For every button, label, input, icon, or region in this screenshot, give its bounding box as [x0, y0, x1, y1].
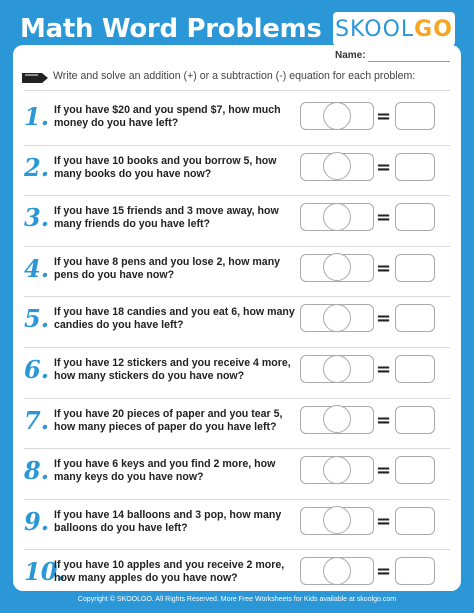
problem-text: If you have 18 candies and you eat 6, how many candies do you have left?: [54, 306, 295, 332]
problem-text: If you have 10 apples and you receive 2 more, how many apples do you have now?: [54, 559, 285, 585]
equation-box[interactable]: [300, 153, 374, 181]
problem-number: 2.: [24, 152, 50, 182]
row-divider: [24, 549, 450, 550]
problem-text: If you have $20 and you spend $7, how much money do you have left?: [54, 104, 281, 129]
equation-box[interactable]: [300, 355, 374, 383]
answer-box[interactable]: [395, 507, 435, 535]
equals-sign: =: [376, 207, 392, 229]
problem-number: 9.: [24, 506, 50, 536]
problem-row: [0, 555, 474, 595]
name-label: Name:: [335, 50, 366, 61]
row-divider: [24, 195, 450, 196]
problem-row: [0, 302, 474, 342]
problem-row: [0, 151, 474, 191]
row-divider: [24, 398, 450, 399]
equation-box[interactable]: [300, 254, 374, 282]
equals-sign: =: [376, 106, 392, 127]
equals-sign: =: [376, 156, 392, 178]
problem-text: If you have 12 stickers and you receive 4 more, how many stickers do you have now?: [54, 357, 291, 382]
equals-sign: =: [376, 359, 392, 380]
row-divider: [24, 145, 450, 146]
answer-box[interactable]: [395, 153, 435, 181]
arrow-icon: [22, 73, 48, 83]
equals-sign: =: [376, 257, 392, 279]
row-divider: [24, 347, 450, 348]
footer-copyright: Copyright © SKOOLGO. All Rights Reserved. More Free Worksheets for Kids available at skoolgo.com: [77, 596, 397, 603]
problem-row: [0, 252, 474, 292]
problem-number: 7.: [24, 405, 50, 435]
equals-sign: =: [376, 409, 392, 431]
row-divider: [24, 499, 450, 500]
answer-box[interactable]: [395, 254, 435, 282]
problem-number: 3.: [24, 203, 50, 233]
answer-box[interactable]: [395, 102, 435, 130]
operator-circle[interactable]: [323, 355, 351, 383]
row-divider: [24, 246, 450, 247]
problem-text: If you have 20 pieces of paper and you tear 5, how many pieces of paper do you have left?: [54, 407, 283, 433]
problem-text: If you have 14 balloons and 3 pop, how many balloons do you have left?: [54, 508, 282, 534]
equation-box[interactable]: [300, 406, 374, 434]
equals-sign: =: [376, 510, 392, 532]
problem-row: [0, 201, 474, 241]
answer-box[interactable]: [395, 304, 435, 332]
problem-text: If you have 8 pens and you lose 2, how many pens do you have now?: [54, 255, 281, 281]
operator-circle[interactable]: [323, 304, 351, 332]
problem-text: If you have 15 friends and 3 move away, how many friends do you have left?: [54, 205, 279, 231]
problem-row: [0, 353, 474, 393]
problem-row: [0, 404, 474, 444]
problem-text: If you have 10 books and you borrow 5, how many books do you have now?: [54, 154, 277, 180]
operator-circle[interactable]: [323, 203, 351, 231]
row-divider: [24, 296, 450, 297]
answer-box[interactable]: [395, 406, 435, 434]
name-field[interactable]: [368, 61, 450, 62]
problem-number: 6.: [24, 355, 50, 384]
equals-sign: =: [376, 460, 392, 482]
problem-number: 10.: [24, 557, 66, 587]
operator-circle[interactable]: [323, 557, 351, 585]
problem-row: [0, 505, 474, 545]
operator-circle[interactable]: [323, 102, 351, 130]
problem-row: [0, 100, 474, 140]
instructions: Write and solve an addition (+) or a subtraction (-) equation for each problem:: [53, 70, 416, 82]
problem-row: [0, 454, 474, 494]
operator-circle[interactable]: [323, 405, 351, 433]
problem-number: 4.: [24, 253, 50, 283]
operator-circle[interactable]: [323, 152, 351, 180]
operator-circle[interactable]: [323, 506, 351, 534]
answer-box[interactable]: [395, 557, 435, 585]
equals-sign: =: [376, 561, 392, 583]
problem-number: 8.: [24, 456, 50, 486]
equation-box[interactable]: [300, 557, 374, 585]
page-title: Math Word Problems: [20, 14, 322, 44]
answer-box[interactable]: [395, 355, 435, 383]
row-divider: [24, 90, 450, 91]
equation-box[interactable]: [300, 203, 374, 231]
logo-text: SKOOLGO: [335, 16, 453, 42]
problem-text: If you have 6 keys and you find 2 more, how many keys do you have now?: [54, 458, 276, 484]
equation-box[interactable]: [300, 102, 374, 130]
equation-box[interactable]: [300, 304, 374, 332]
operator-circle[interactable]: [323, 456, 351, 484]
problem-number: 5.: [24, 304, 50, 334]
row-divider: [24, 448, 450, 449]
operator-circle[interactable]: [323, 253, 351, 281]
answer-box[interactable]: [395, 456, 435, 484]
answer-box[interactable]: [395, 203, 435, 231]
problem-number: 1.: [24, 102, 50, 131]
skoolgo-logo: [333, 12, 455, 46]
equals-sign: =: [376, 308, 392, 330]
equation-box[interactable]: [300, 507, 374, 535]
equation-box[interactable]: [300, 456, 374, 484]
